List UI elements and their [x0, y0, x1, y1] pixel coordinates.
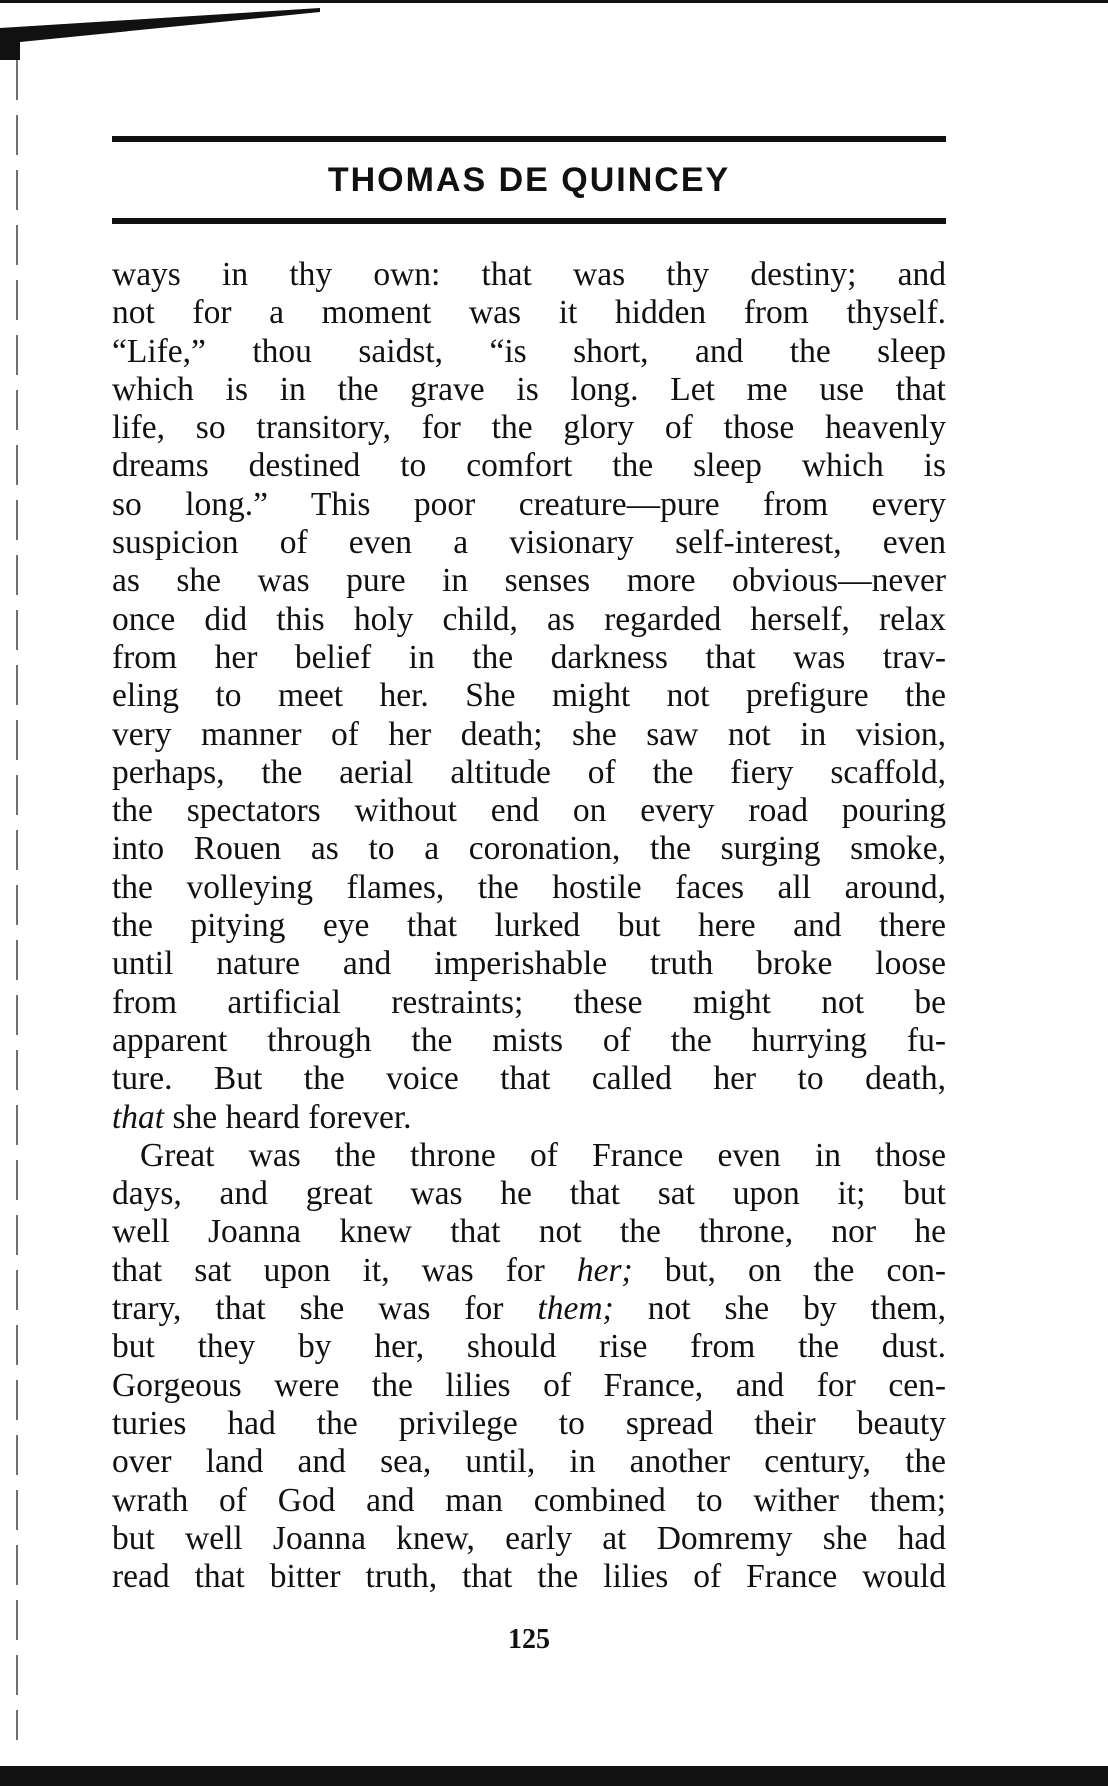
- text-run: life, so transitory, for the glory of those heavenly: [112, 409, 946, 447]
- text-run: as she was pure in senses more obvious—never: [112, 562, 946, 600]
- header-rule-bottom: [112, 218, 946, 224]
- text-run: into Rouen as to a coronation, the surging smoke,: [112, 830, 946, 868]
- text-run: wrath of God and man combined to wither them;: [112, 1481, 946, 1519]
- text-line: [112, 371, 946, 409]
- scan-bottom-edge: [0, 1766, 1108, 1786]
- paragraph: [112, 1137, 946, 1597]
- text-run: not for a moment was it hidden from thyself.: [112, 294, 946, 332]
- text-run: not she by them,: [613, 1290, 946, 1328]
- text-run: trary, that she was for: [112, 1290, 538, 1328]
- text-line: [112, 1558, 946, 1596]
- text-run: until nature and imperishable truth broke loose: [112, 945, 946, 983]
- text-run: well Joanna knew that not the throne, nor he: [112, 1213, 946, 1251]
- text-run: but, on the con-: [632, 1251, 946, 1289]
- text-run: once did this holy child, as regarded herself, relax: [112, 600, 946, 638]
- paragraph: [112, 256, 946, 1137]
- text-line: [112, 333, 946, 371]
- italic-text: that: [112, 1098, 165, 1136]
- text-line: [112, 294, 946, 332]
- text-line: [112, 830, 946, 868]
- text-line: [112, 1290, 946, 1328]
- text-run: over land and sea, until, in another century, the: [112, 1443, 946, 1481]
- scan-left-edge: [16, 60, 18, 1740]
- text-line: [112, 754, 946, 792]
- text-line: [112, 256, 946, 294]
- text-run: perhaps, the aerial altitude of the fiery scaffold,: [112, 753, 946, 791]
- text-line: [112, 447, 946, 485]
- text-line: [112, 1175, 946, 1213]
- text-line: [112, 945, 946, 983]
- text-line: [112, 409, 946, 447]
- text-run: Gorgeous were the lilies of France, and for cen-: [112, 1366, 946, 1404]
- text-run: very manner of her death; she saw not in vision,: [112, 715, 946, 753]
- text-line: [112, 677, 946, 715]
- text-run: eling to meet her. She might not prefigure the: [112, 677, 946, 715]
- text-run: that sat upon it, was for: [112, 1251, 577, 1289]
- text-run: days, and great was he that sat upon it; but: [112, 1175, 946, 1213]
- text-run: the pitying eye that lurked but here and there: [112, 907, 946, 945]
- text-run: so long.” This poor creature—pure from every: [112, 485, 946, 523]
- text-run: from her belief in the darkness that was trav-: [112, 638, 946, 676]
- text-line: [112, 907, 946, 945]
- text-line: [112, 1060, 946, 1098]
- running-head: THOMAS DE QUINCEY: [327, 161, 731, 199]
- text-run: read that bitter truth, that the lilies of France would: [112, 1558, 946, 1596]
- page-number: 125: [508, 1624, 550, 1655]
- text-line: [112, 1137, 946, 1175]
- text-line: [112, 1328, 946, 1366]
- text-run: suspicion of even a visionary self-interest, even: [112, 524, 946, 562]
- text-run: Great was the throne of France even in those: [140, 1136, 946, 1174]
- text-line: [112, 1482, 946, 1520]
- text-run: ways in thy own: that was thy destiny; and: [112, 256, 946, 293]
- text-line: [112, 1443, 946, 1481]
- text-run: from artificial restraints; these might not be: [112, 983, 946, 1021]
- text-line: [112, 984, 946, 1022]
- text-line: [112, 1022, 946, 1060]
- body-text: [112, 256, 946, 1596]
- italic-text: them;: [537, 1290, 614, 1328]
- text-line: [112, 639, 946, 677]
- text-line: [112, 869, 946, 907]
- text-line: [112, 601, 946, 639]
- text-line: [112, 1252, 946, 1290]
- scan-corner-mark: [0, 0, 320, 60]
- header-rule-top: [112, 136, 946, 142]
- text-run: ture. But the voice that called her to death,: [112, 1060, 946, 1098]
- text-line: [112, 1367, 946, 1405]
- text-line: [112, 524, 946, 562]
- text-line: [112, 1405, 946, 1443]
- text-line: [112, 486, 946, 524]
- text-run: the spectators without end on every road pouring: [112, 792, 946, 830]
- text-run: she heard forever.: [164, 1098, 412, 1136]
- text-line: [112, 1520, 946, 1558]
- text-line: [112, 562, 946, 600]
- text-run: which is in the grave is long. Let me use that: [112, 370, 946, 408]
- text-run: “Life,” thou saidst, “is short, and the sleep: [112, 332, 946, 370]
- text-run: but they by her, should rise from the dust.: [112, 1328, 946, 1366]
- text-run: dreams destined to comfort the sleep which is: [112, 447, 946, 485]
- text-run: apparent through the mists of the hurrying fu-: [112, 1021, 946, 1059]
- text-run: turies had the privilege to spread their beauty: [112, 1404, 946, 1442]
- text-line: [112, 1213, 946, 1251]
- text-run: the volleying flames, the hostile faces all around,: [112, 868, 946, 906]
- italic-text: her;: [576, 1251, 633, 1289]
- text-line: [112, 716, 946, 754]
- text-line: [112, 792, 946, 830]
- text-line: [112, 1099, 946, 1137]
- text-run: but well Joanna knew, early at Domremy she had: [112, 1519, 946, 1557]
